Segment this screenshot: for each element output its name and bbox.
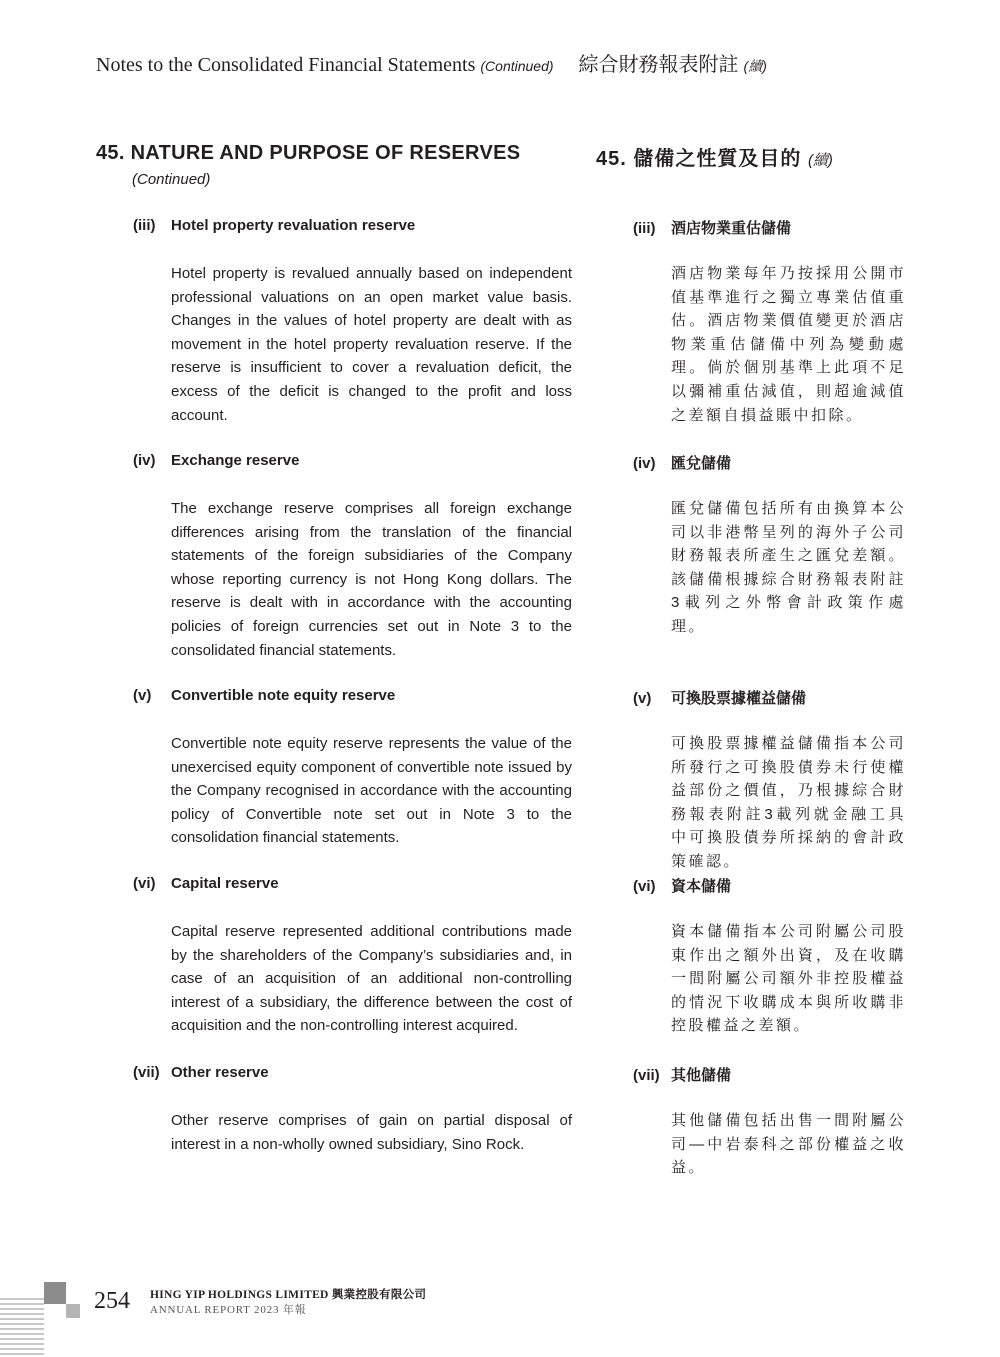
running-header	[96, 48, 916, 77]
item-text-en: Capital reserve represented additional contributions made by the shareholders of the Company’s subsidiaries and, in case of an acquisition of an additional non-controlling interest of a subsidiary, the difference between the cost of acquisition and the non-controlling interest acquired.	[171, 923, 572, 1035]
footer-decoration	[0, 1282, 90, 1357]
item-number: (vi)	[133, 875, 156, 892]
item-text-zh: 酒店物業每年乃按採用公開市值基準進行之獨立專業估值重估。酒店物業價值變更於酒店物業重估儲備中列為變動處理。倘於個別基準上此項不足以彌補重估減值，則超逾減值之差額自損益賬中扣除。	[671, 265, 906, 424]
item-heading-zh	[633, 217, 791, 238]
item-number: (iii)	[633, 220, 656, 237]
item-number: (iv)	[133, 452, 156, 469]
item-title: 酒店物業重估儲備	[671, 220, 792, 237]
footer-report	[150, 1301, 306, 1317]
item-text-en: Convertible note equity reserve represents the value of the unexercised equity component of convertible note issued by the Company recognised in accordance with the accounting policy of Convertible note set out in Note 3 to the consolidation financial statements.	[171, 735, 572, 847]
section-heading-zh	[596, 142, 906, 171]
item-text-zh: 其他儲備包括出售一間附屬公司—中岩泰科之部份權益之收益。	[671, 1112, 906, 1177]
item-heading-en	[133, 217, 415, 234]
item-text-zh: 可換股票據權益儲備指本公司所發行之可換股債券未行使權益部份之價值，乃根據綜合財務報表附註3載列就金融工具中可換股債券所採納的會計政策確認。	[671, 735, 906, 870]
footer-company-zh: 興業控股有限公司	[331, 1289, 427, 1301]
item-heading-en	[133, 687, 395, 704]
item-number: (iii)	[133, 217, 156, 234]
section-number-zh: 45.	[596, 148, 627, 170]
item-text-en: Other reserve comprises of gain on partial disposal of interest in a non-wholly owned subsidiary, Sino Rock.	[171, 1112, 572, 1153]
section-continued-zh: (續)	[807, 152, 833, 169]
item-title: 其他儲備	[671, 1067, 732, 1084]
item-heading-en	[133, 1064, 269, 1081]
header-title-en: Notes to the Consolidated Financial Statements	[96, 54, 476, 76]
item-title: 可換股票據權益儲備	[671, 690, 807, 707]
item-heading-zh	[633, 452, 731, 473]
item-heading-en	[133, 875, 279, 892]
item-title: Hotel property revaluation reserve	[171, 217, 416, 234]
footer-company-en: HING YIP HOLDINGS LIMITED	[150, 1289, 329, 1301]
section-title-en: NATURE AND PURPOSE OF RESERVES	[130, 142, 521, 164]
item-title: Exchange reserve	[171, 452, 300, 469]
item-number: (vii)	[133, 1064, 160, 1081]
item-heading-zh	[633, 1064, 731, 1085]
header-continued-zh: (續)	[743, 58, 767, 74]
footer-company	[150, 1286, 426, 1302]
footer-report-en: ANNUAL REPORT 2023	[150, 1304, 280, 1316]
item-heading-en	[133, 452, 299, 469]
item-text-zh: 資本儲備指本公司附屬公司股東作出之額外出資，及在收購一間附屬公司額外非控股權益的情況下收購成本與所收購非控股權益之差額。	[671, 923, 906, 1035]
item-text-zh: 匯兌儲備包括所有由換算本公司以非港幣呈列的海外子公司財務報表所產生之匯兌差額。該儲備根據綜合財務報表附註3載列之外幣會計政策作處理。	[671, 500, 906, 635]
item-number: (vi)	[633, 878, 656, 895]
item-heading-zh	[633, 875, 731, 896]
footer-report-zh: 年報	[282, 1304, 307, 1316]
item-title: Capital reserve	[171, 875, 279, 892]
item-number: (v)	[133, 687, 152, 704]
item-number: (iv)	[633, 455, 656, 472]
item-title: 資本儲備	[671, 878, 732, 895]
item-title: Other reserve	[171, 1064, 269, 1081]
section-title-zh: 儲備之性質及目的	[633, 148, 802, 170]
item-title: 匯兌儲備	[671, 455, 732, 472]
section-number-en: 45.	[96, 142, 125, 164]
item-number: (v)	[633, 690, 652, 707]
header-title-zh: 綜合財務報表附註	[578, 54, 739, 76]
section-subtitle-en: (Continued)	[132, 171, 211, 188]
item-text-en: Hotel property is revalued annually based on independent professional valuations on an open market value basis. Changes in the values of hotel property are dealt with as movement in the hotel property revaluation reserve. If the reserve is insufficient to cover a revaluation deficit, the excess of the deficit is changed to the profit and loss account.	[171, 265, 572, 424]
item-title: Convertible note equity reserve	[171, 687, 396, 704]
section-heading-en	[96, 142, 572, 188]
header-continued-en: (Continued)	[480, 58, 554, 74]
page-number: 254	[94, 1288, 130, 1314]
item-number: (vii)	[633, 1067, 660, 1084]
item-heading-zh	[633, 687, 806, 708]
item-text-en: The exchange reserve comprises all foreign exchange differences arising from the translation of the financial statements of the foreign subsidiaries of the Company whose reporting currency is not Hong Kong dollars. The reserve is dealt with in accordance with the accounting policies of foreign currencies set out in Note 3 to the consolidated financial statements.	[171, 500, 572, 659]
